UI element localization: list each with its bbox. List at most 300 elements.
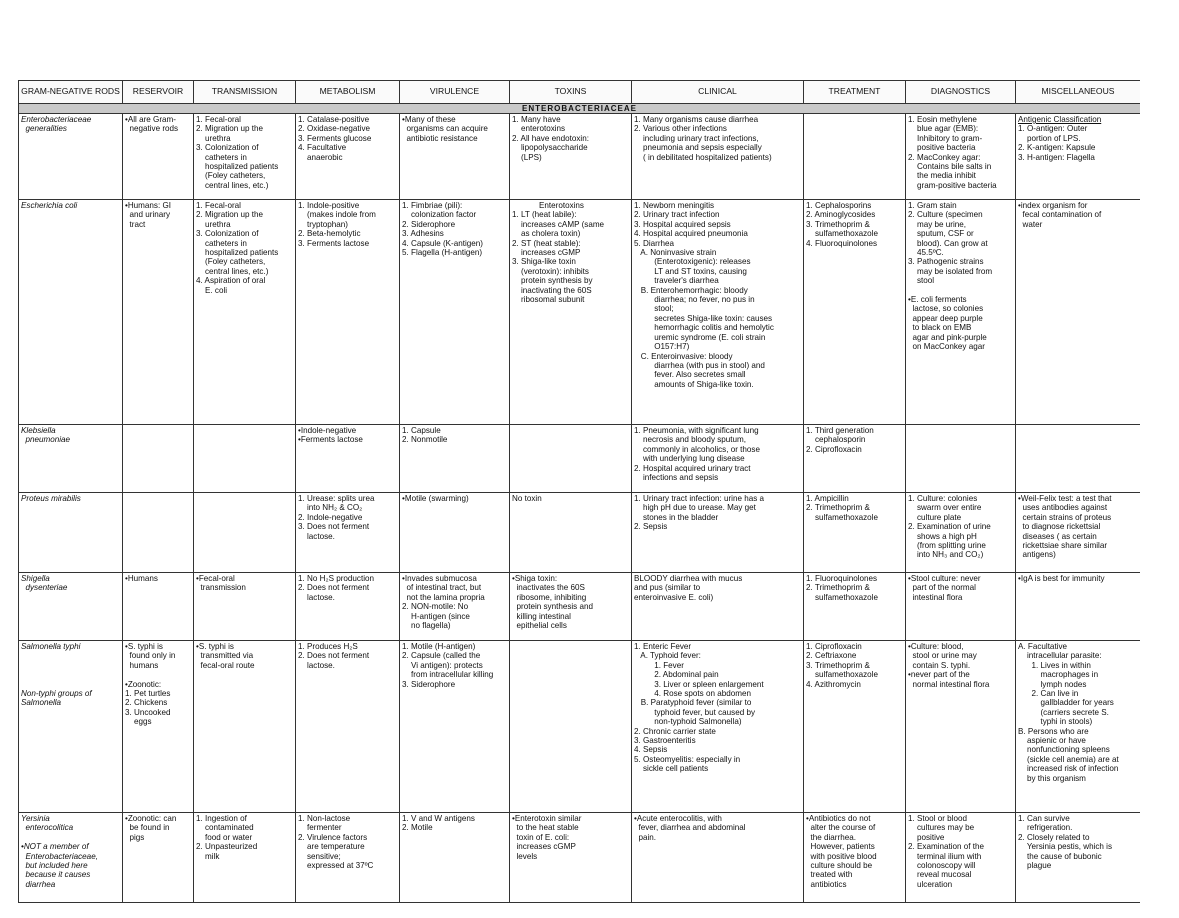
text-line: A. Noninvasive strain xyxy=(634,248,717,258)
shigella-toxins-cell xyxy=(510,573,632,641)
klebsiella-toxins-cell xyxy=(510,425,632,493)
row-klebsiella xyxy=(19,425,1141,493)
text-line: intracellular parasite: xyxy=(1018,651,1102,661)
text-line: 3. Gastroenteritis xyxy=(634,736,696,746)
text-line: 2. Migration up the xyxy=(196,124,264,134)
text-line: gram-positive bacteria xyxy=(908,180,997,190)
text-line: commonly in alcoholics, or those xyxy=(634,444,760,454)
text-line: 1. Ciprofloxacin xyxy=(806,642,862,651)
yersinia-clinical-cell xyxy=(632,813,804,903)
text-line: 2. Chronic carrier state xyxy=(634,726,716,736)
text-line: fever, diarrhea and abdominal xyxy=(634,823,746,833)
row-yersinia xyxy=(19,813,1141,903)
text-line: B. Paratyphoid fever (similar to xyxy=(634,698,752,708)
text-line: humans xyxy=(125,660,159,670)
e-coli-toxins-cell xyxy=(510,200,632,425)
text-line: 4. Azithromycin xyxy=(806,679,861,689)
text-line: 1. Fever xyxy=(634,660,684,670)
proteus-organism-cell xyxy=(19,493,123,573)
text-line: fever. Also secretes small xyxy=(634,370,746,380)
yersinia-toxins-cell xyxy=(510,813,632,903)
text-line: 1. V and W antigens xyxy=(402,814,475,823)
text-line: However, patients xyxy=(806,842,875,852)
text-line: stool; xyxy=(634,304,674,314)
text-line: fecal-oral route xyxy=(196,660,255,670)
text-line: Non-typhi groups of xyxy=(21,689,92,699)
text-line: (Foley catheters, xyxy=(196,171,266,181)
text-line: •Culture: blood, xyxy=(908,642,964,651)
text-line: •Weil-Felix test: a test that xyxy=(1018,494,1112,503)
text-line: enterotoxins xyxy=(512,124,566,134)
text-line: are temperature xyxy=(298,842,365,852)
text-line: 2. Closely related to xyxy=(1018,832,1090,842)
text-line: sulfamethoxazole xyxy=(806,670,878,680)
text-line: LT and ST toxins, causing xyxy=(634,266,747,276)
text-line: 5. Osteomyelitis: especially in xyxy=(634,754,741,764)
text-line: but included here xyxy=(21,861,88,871)
text-line: 2. Siderophore xyxy=(402,219,456,229)
text-line: and urinary xyxy=(125,210,170,220)
text-line: central lines, etc.) xyxy=(196,266,269,276)
text-line: 3. Adhesins xyxy=(402,229,444,239)
text-line: 1. Ingestion of xyxy=(196,814,247,823)
header-miscellaneous: MISCELLANEOUS xyxy=(1016,81,1141,104)
text-line: to diagnose rickettsial xyxy=(1018,522,1101,532)
text-line: secretes Shiga-like toxin: causes xyxy=(634,313,773,323)
text-line: 3. H-antigen: Flagella xyxy=(1018,152,1095,162)
text-line: Shigella xyxy=(21,574,50,583)
shigella-clinical-cell xyxy=(632,573,804,641)
text-line: •All are Gram- xyxy=(125,115,176,124)
text-line: may be isolated from xyxy=(908,266,993,276)
text-line: tryptophan) xyxy=(298,219,348,229)
text-line: to black on EMB xyxy=(908,323,972,333)
proteus-transmission-cell xyxy=(194,493,296,573)
klebsiella-miscellaneous-cell xyxy=(1016,425,1141,493)
text-line: •Humans xyxy=(125,574,158,583)
text-line: into NH₃ and CO₂) xyxy=(908,550,984,560)
salmonella-reservoir-cell xyxy=(123,641,194,813)
text-line: ribosomal subunit xyxy=(512,295,585,305)
salmonella-miscellaneous-cell xyxy=(1016,641,1141,813)
text-line: necrosis and bloody sputum, xyxy=(634,435,747,445)
text-line: portion of LPS. xyxy=(1018,133,1081,143)
text-line: (sickle cell anemia) are at xyxy=(1018,754,1119,764)
text-line: transmitted via xyxy=(196,651,254,661)
text-line: 2. Motile xyxy=(402,823,433,833)
text-line: 2. Migration up the xyxy=(196,210,264,220)
text-line: antibiotic resistance xyxy=(402,133,478,143)
row-proteus xyxy=(19,493,1141,573)
klebsiella-clinical-cell xyxy=(632,425,804,493)
text-line: •Acute enterocolitis, with xyxy=(634,814,722,823)
text-line xyxy=(125,670,191,679)
text-line: enterocolitica xyxy=(21,823,74,833)
text-line: 4. Sepsis xyxy=(634,745,668,755)
text-line: 3. Liver or spleen enlargement xyxy=(634,679,764,689)
yersinia-reservoir-cell xyxy=(123,813,194,903)
text-line: diarrhea; no fever, no pus in xyxy=(634,295,755,305)
text-line: No toxin xyxy=(512,494,542,503)
text-line: •Motile (swarming) xyxy=(402,494,469,503)
text-line: expressed at 37ºC xyxy=(298,861,374,871)
e-coli-transmission-cell xyxy=(194,200,296,425)
text-line: lactose. xyxy=(298,531,335,541)
text-line: 4. Aspiration of oral xyxy=(196,276,266,286)
text-line: colonoscopy will xyxy=(908,861,976,871)
text-line: diseases ( as certain xyxy=(1018,531,1097,541)
text-line: colonization factor xyxy=(402,210,477,220)
enterobacteriaceae-reservoir-cell xyxy=(123,114,194,200)
yersinia-organism-cell xyxy=(19,813,123,903)
text-line: 2. Hospital acquired urinary tract xyxy=(634,463,751,473)
text-line: 1. Many organisms cause diarrhea xyxy=(634,115,759,124)
text-line: 3. Pathogenic strains xyxy=(908,257,984,267)
text-line: 2. Sepsis xyxy=(634,522,668,532)
e-coli-reservoir-cell xyxy=(123,200,194,425)
header-reservoir: RESERVOIR xyxy=(123,81,194,104)
section-band xyxy=(19,104,1141,114)
text-line: B. Enterohemorrhagic: bloody xyxy=(634,285,748,295)
text-line: 2. Examination of urine xyxy=(908,522,991,532)
text-line: cultures may be xyxy=(908,823,975,833)
text-line: 3. Trimethoprim & xyxy=(806,660,870,670)
text-line: blood). Can grow at xyxy=(908,238,988,248)
text-line: negative rods xyxy=(125,124,179,134)
text-line: by this organism xyxy=(1018,773,1086,783)
text-line: increased risk of infection xyxy=(1018,764,1119,774)
text-line: 1. Fluoroquinolones xyxy=(806,574,878,583)
text-line: •Many of these xyxy=(402,115,456,124)
text-line: 3. Colonization of xyxy=(196,143,259,153)
enterobacteriaceae-virulence-cell xyxy=(400,114,510,200)
text-line: ( in debilitated hospitalized patients) xyxy=(634,152,772,162)
salmonella-clinical-cell xyxy=(632,641,804,813)
text-line: A. Typhoid fever: xyxy=(634,651,701,661)
text-line: 1. Indole-positive xyxy=(298,201,360,210)
text-line: 1. Newborn meningitis xyxy=(634,201,715,210)
text-line: 1. Lives in within xyxy=(1018,660,1091,670)
text-line: on MacConkey agar xyxy=(908,342,985,352)
text-line: inactivating the 60S xyxy=(512,285,592,295)
text-line: stool or urine may xyxy=(908,651,977,661)
text-line: protein synthesis and xyxy=(512,602,593,612)
text-line: pneumonia and sepsis especially xyxy=(634,143,762,153)
shigella-treatment-cell xyxy=(804,573,906,641)
text-line: found only in xyxy=(125,651,176,661)
salmonella-treatment-cell xyxy=(804,641,906,813)
text-line: cephalosporin xyxy=(806,435,866,445)
text-line: hemorrhagic colitis and hemolytic xyxy=(634,323,774,333)
header-treatment: TREATMENT xyxy=(804,81,906,104)
text-line: including urinary tract infections, xyxy=(634,133,759,143)
shigella-diagnostics-cell xyxy=(906,573,1016,641)
text-line: killing intestinal xyxy=(512,611,571,621)
header-row xyxy=(19,81,1141,104)
shigella-organism-cell xyxy=(19,573,123,641)
text-line: with underlying lung disease xyxy=(634,454,745,464)
text-line: tract xyxy=(125,219,146,229)
text-line: 1. Fecal-oral xyxy=(196,115,241,124)
text-line: sulfamethoxazole xyxy=(806,512,878,522)
text-line: Inhibitory to gram- xyxy=(908,133,983,143)
enterobacteriaceae-transmission-cell xyxy=(194,114,296,200)
text-line: 1. Many have xyxy=(512,115,561,124)
text-line: to the heat stable xyxy=(512,823,579,833)
gram-negative-rods-table xyxy=(18,80,1140,903)
yersinia-virulence-cell xyxy=(400,813,510,903)
text-line: appear deep purple xyxy=(908,313,983,323)
text-line: Salmonella typhi xyxy=(21,642,81,651)
text-line: (from splitting urine xyxy=(908,541,986,551)
proteus-treatment-cell xyxy=(804,493,906,573)
row-shigella xyxy=(19,573,1141,641)
text-line: part of the normal xyxy=(908,583,976,593)
text-line: Antigenic Classification xyxy=(1018,115,1102,124)
text-line: uremic syndrome (E. coli strain xyxy=(634,332,766,342)
text-line: •Antibiotics do not xyxy=(806,814,871,823)
text-line: plague xyxy=(1018,861,1052,871)
text-line: anaerobic xyxy=(298,152,343,162)
yersinia-treatment-cell xyxy=(804,813,906,903)
text-line: food or water xyxy=(196,832,253,842)
text-line: •S. typhi is xyxy=(125,642,163,651)
salmonella-organism-cell xyxy=(19,641,123,813)
text-line: urethra xyxy=(196,219,231,229)
text-line: typhi in stools) xyxy=(1018,717,1093,727)
enterobacteriaceae-diagnostics-cell xyxy=(906,114,1016,200)
text-line xyxy=(908,286,1013,295)
proteus-virulence-cell xyxy=(400,493,510,573)
text-line: 3. Ferments glucose xyxy=(298,133,372,143)
text-line: of intestinal tract, but xyxy=(402,583,482,593)
text-line: transmission xyxy=(196,583,246,593)
row-enterobacteriaceae xyxy=(19,114,1141,200)
text-line: levels xyxy=(512,851,538,861)
text-line: the media inhibit xyxy=(908,171,976,181)
text-line: lipopolysaccharide xyxy=(512,143,588,153)
text-line: 3. Uncooked xyxy=(125,707,171,717)
shigella-miscellaneous-cell xyxy=(1016,573,1141,641)
shigella-virulence-cell xyxy=(400,573,510,641)
text-line: •Zoonotic: can xyxy=(125,814,177,823)
text-line: culture plate xyxy=(908,512,962,522)
text-line: •Stool culture: never xyxy=(908,574,981,583)
text-line: high pH due to urease. May get xyxy=(634,503,756,513)
text-line: infections and sepsis xyxy=(634,473,719,483)
text-line: not the lamina propria xyxy=(402,592,485,602)
text-line: 1. Gram stain xyxy=(908,201,957,210)
text-line: amounts of Shiga-like toxin. xyxy=(634,379,754,389)
text-line: diarrhea (with pus in stool) and xyxy=(634,360,765,370)
klebsiella-reservoir-cell xyxy=(123,425,194,493)
text-line: 2. Nonmotile xyxy=(402,435,448,445)
text-line: from intracellular killing xyxy=(402,670,494,680)
text-line: Enterobacteriaceae, xyxy=(21,851,98,861)
text-line: into NH₂ & CO₂ xyxy=(298,503,363,513)
yersinia-miscellaneous-cell xyxy=(1016,813,1141,903)
text-line: agar and pink-purple xyxy=(908,332,987,342)
text-line: may be urine, xyxy=(908,219,967,229)
text-line: increases cGMP xyxy=(512,842,576,852)
text-line: 2. Urinary tract infection xyxy=(634,210,720,220)
text-line: (makes indole from xyxy=(298,210,376,220)
text-line: 1. Ampicillin xyxy=(806,494,849,503)
text-line: 5. Diarrhea xyxy=(634,238,675,248)
text-line xyxy=(21,670,120,679)
text-line: typhoid fever, but caused by xyxy=(634,707,756,717)
text-line: 1. Produces H₂S xyxy=(298,642,358,651)
proteus-toxins-cell xyxy=(510,493,632,573)
e-coli-organism-cell xyxy=(19,200,123,425)
text-line: 1. Third generation xyxy=(806,426,874,435)
text-line: •NOT a member of xyxy=(21,842,89,852)
text-line: (carriers secrete S. xyxy=(1018,707,1109,717)
text-line: 3. Trimethoprim & xyxy=(806,219,870,229)
shigella-metabolism-cell xyxy=(296,573,400,641)
text-line: nonfunctioning spleens xyxy=(1018,745,1110,755)
text-line: 1. Urease: splits urea xyxy=(298,494,375,503)
text-line: 2. Oxidase-negative xyxy=(298,124,370,134)
text-line: lactose. xyxy=(298,592,335,602)
text-line: as cholera toxin) xyxy=(512,229,581,239)
enterobacteriaceae-toxins-cell xyxy=(510,114,632,200)
text-line: diarrhea xyxy=(21,879,56,889)
row-e-coli xyxy=(19,200,1141,425)
header-toxins: TOXINS xyxy=(510,81,632,104)
text-line: 2. Capsule (called the xyxy=(402,651,481,661)
text-line: stool xyxy=(908,276,935,286)
text-line: uses antibodies against xyxy=(1018,503,1108,513)
text-line xyxy=(21,661,120,670)
klebsiella-metabolism-cell xyxy=(296,425,400,493)
text-line: with positive blood xyxy=(806,851,877,861)
text-line: Proteus mirabilis xyxy=(21,494,81,503)
text-line: hospitalized patients xyxy=(196,248,279,258)
text-line: pigs xyxy=(125,832,145,842)
text-line: 3. Hospital acquired sepsis xyxy=(634,219,731,229)
yersinia-metabolism-cell xyxy=(296,813,400,903)
text-line: gallbladder for years xyxy=(1018,698,1114,708)
proteus-miscellaneous-cell xyxy=(1016,493,1141,573)
text-line: intestinal flora xyxy=(908,592,963,602)
header-virulence: VIRULENCE xyxy=(400,81,510,104)
text-line: 2. Can live in xyxy=(1018,689,1079,699)
text-line: and pus (similar to xyxy=(634,583,701,593)
text-line: non-typhoid Salmonella) xyxy=(634,717,742,727)
enterobacteriaceae-miscellaneous-cell xyxy=(1016,114,1141,200)
text-line: 3. Ferments lactose xyxy=(298,238,370,248)
proteus-reservoir-cell xyxy=(123,493,194,573)
text-line: 1. Can survive xyxy=(1018,814,1070,823)
text-line: protein synthesis by xyxy=(512,276,593,286)
text-line: 1. Non-lactose xyxy=(298,814,351,823)
text-line: 2. Chickens xyxy=(125,698,168,708)
text-line: 45.5ºC. xyxy=(908,248,944,258)
text-line: 1. Fimbriae (pili): xyxy=(402,201,463,210)
text-line: 1. Pneumonia, with significant lung xyxy=(634,426,759,435)
salmonella-diagnostics-cell xyxy=(906,641,1016,813)
text-line: positive xyxy=(908,832,945,842)
text-line: terminal ilium with xyxy=(908,851,982,861)
text-line: toxin of E. coli: xyxy=(512,832,570,842)
text-line: 3. Does not ferment xyxy=(298,522,370,532)
shigella-reservoir-cell xyxy=(123,573,194,641)
text-line: certain strains of proteus xyxy=(1018,512,1112,522)
text-line: •Zoonotic: xyxy=(125,679,162,689)
text-line: water xyxy=(1018,219,1043,229)
text-line: 3. Siderophore xyxy=(402,679,456,689)
row-salmonella xyxy=(19,641,1141,813)
text-line: inactivates the 60S xyxy=(512,583,585,593)
text-line: the diarrhea. xyxy=(806,832,856,842)
text-line: Yersinia xyxy=(21,814,50,823)
proteus-diagnostics-cell xyxy=(906,493,1016,573)
text-line: 1. Enteric Fever xyxy=(634,642,692,651)
text-line: lactose, so colonies xyxy=(908,304,984,314)
text-line: reveal mucosal xyxy=(908,870,972,880)
chart-sheet xyxy=(18,80,1140,910)
text-line: 4. Capsule (K-antigen) xyxy=(402,238,483,248)
text-line: •index organism for xyxy=(1018,201,1088,210)
text-line: 1. Motile (H-antigen) xyxy=(402,642,476,651)
proteus-metabolism-cell xyxy=(296,493,400,573)
text-line: 1. Culture: colonies xyxy=(908,494,978,503)
text-line: 2. Abdominal pain xyxy=(634,670,719,680)
text-line: lymph nodes xyxy=(1018,679,1087,689)
text-line: 1. Capsule xyxy=(402,426,441,435)
text-line: positive bacteria xyxy=(908,143,976,153)
text-line: A. Facultative xyxy=(1018,642,1068,651)
text-line xyxy=(21,651,120,660)
text-line: Enterotoxins xyxy=(512,201,584,210)
text-line: organisms can acquire xyxy=(402,124,488,134)
text-line: fecal contamination of xyxy=(1018,210,1102,220)
enterobacteriaceae-metabolism-cell xyxy=(296,114,400,200)
text-line: (Foley catheters, xyxy=(196,257,266,267)
text-line: •S. typhi is xyxy=(196,642,234,651)
klebsiella-diagnostics-cell xyxy=(906,425,1016,493)
text-line: sickle cell patients xyxy=(634,764,709,774)
text-line: 1. Pet turtles xyxy=(125,689,171,699)
text-line: 1. Fecal-oral xyxy=(196,201,241,210)
klebsiella-treatment-cell xyxy=(804,425,906,493)
text-line: 4. Facultative xyxy=(298,143,347,153)
text-line: sputum, CSF or xyxy=(908,229,974,239)
text-line: increases cAMP (same xyxy=(512,219,605,229)
text-line: •Fecal-oral xyxy=(196,574,235,583)
text-line: 2. Unpasteurized xyxy=(196,842,258,852)
text-line: ribosome, inhibiting xyxy=(512,592,587,602)
text-line: sensitive; xyxy=(298,851,341,861)
text-line: hospitalized patients xyxy=(196,162,279,172)
text-line: •Ferments lactose xyxy=(298,435,363,445)
text-line: 1. O-antigen: Outer xyxy=(1018,124,1088,134)
text-line: 5. Flagella (H-antigen) xyxy=(402,248,483,258)
text-line: no flagella) xyxy=(402,621,451,631)
text-line: fermenter xyxy=(298,823,342,833)
header-clinical: CLINICAL xyxy=(632,81,804,104)
text-line: 4. Hospital acquired pneumonia xyxy=(634,229,748,239)
yersinia-transmission-cell xyxy=(194,813,296,903)
text-line xyxy=(21,833,120,842)
text-line: 2. Does not ferment xyxy=(298,583,370,593)
text-line: alter the course of xyxy=(806,823,876,833)
header-metabolism: METABOLISM xyxy=(296,81,400,104)
text-line: (LPS) xyxy=(512,152,542,162)
text-line: •Enterotoxin similar xyxy=(512,814,582,823)
text-line: catheters in xyxy=(196,152,247,162)
